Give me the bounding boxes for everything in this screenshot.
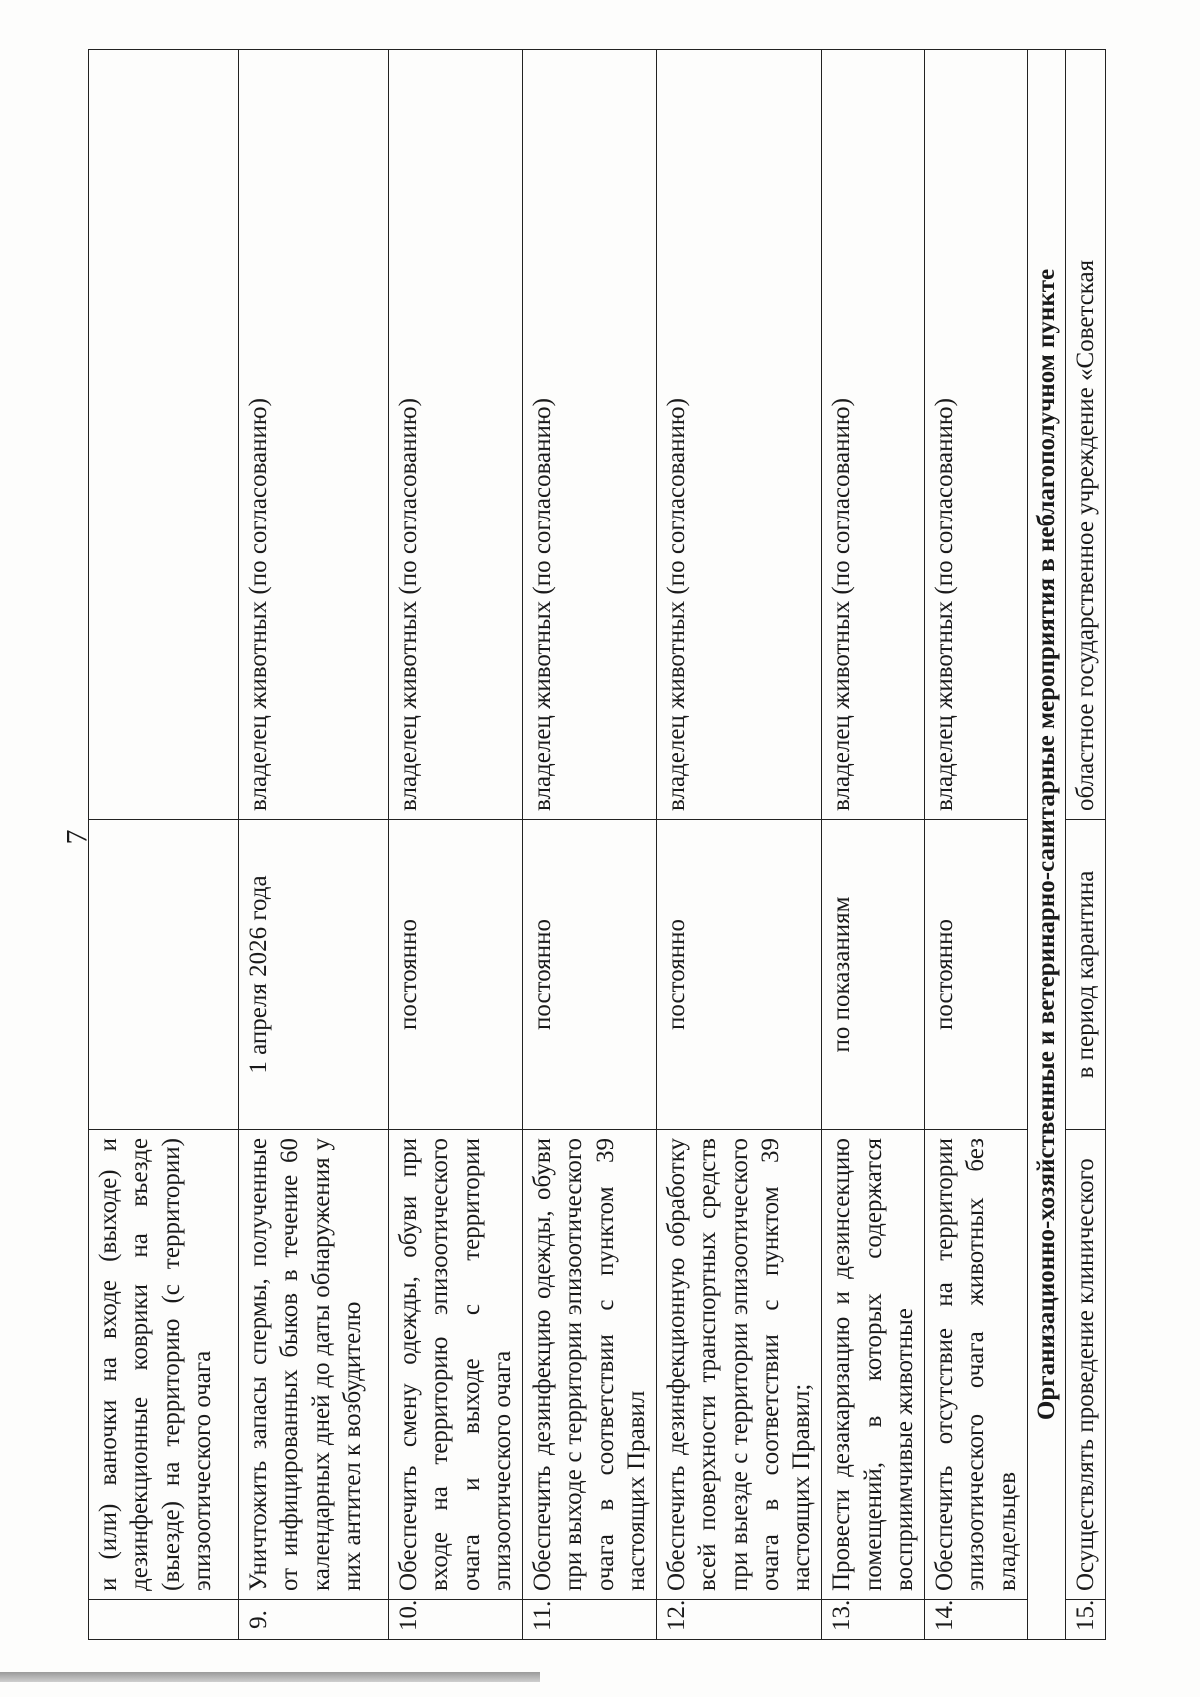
row-number: [89, 1600, 239, 1640]
row-term: [89, 820, 239, 1130]
row-number: 12.: [657, 1600, 822, 1640]
row-number: 9.: [239, 1600, 389, 1640]
scan-edge-shadow: [0, 1672, 540, 1682]
row-number: 11.: [523, 1600, 657, 1640]
row-responsible: владелец животных (по согласованию): [657, 50, 822, 820]
row-responsible: владелец животных (по согласованию): [925, 50, 1028, 820]
section-heading-row: [1027, 50, 1065, 1640]
row-term: постоянно: [925, 820, 1028, 1130]
section-heading: Организационно-хозяйственные и ветеринарно-санитарные мероприятия в неблагополучном пункте: [1027, 50, 1065, 1640]
row-term: постоянно: [389, 820, 523, 1130]
table-row: [239, 50, 389, 1640]
row-action: Осуществлять проведение клинического: [1066, 1130, 1106, 1600]
row-responsible: областное государственное учреждение «Советская: [1066, 50, 1106, 820]
table-row: [89, 50, 239, 1640]
row-number: 13.: [822, 1600, 925, 1640]
row-responsible: [89, 50, 239, 820]
row-term: в период карантина: [1066, 820, 1106, 1130]
row-action: Уничтожить запасы спермы, полученные от инфицированных быков в течение 60 календарных дней до даты обнаружения у них антител к возбудителю: [239, 1130, 389, 1600]
row-term: постоянно: [657, 820, 822, 1130]
row-responsible: владелец животных (по согласованию): [822, 50, 925, 820]
row-action: Провести дезакаризацию и дезинсекцию помещений, в которых содержатся восприимчивые животные: [822, 1130, 925, 1600]
row-number: 15.: [1066, 1600, 1106, 1640]
row-action: Обеспечить дезинфекцию одежды, обуви при выходе с территории эпизоотического очага в соответствии с пунктом 39 настоящих Правил: [523, 1130, 657, 1600]
row-responsible: владелец животных (по согласованию): [389, 50, 523, 820]
row-number: 14.: [925, 1600, 1028, 1640]
rotated-content: [88, 50, 1099, 1640]
row-responsible: владелец животных (по согласованию): [523, 50, 657, 820]
page-number: 7: [60, 829, 94, 845]
table-row: [657, 50, 822, 1640]
table-row: [822, 50, 925, 1640]
measures-table: [88, 49, 1106, 1640]
row-action: Обеспечить отсутствие на территории эпизоотического очага животных без владельцев: [925, 1130, 1028, 1600]
table-row: [389, 50, 523, 1640]
table-row: [523, 50, 657, 1640]
row-term: постоянно: [523, 820, 657, 1130]
row-number: 10.: [389, 1600, 523, 1640]
row-action: Обеспечить смену одежды, обуви при входе на территорию эпизоотического очага и выходе с территории эпизоотического очага: [389, 1130, 523, 1600]
row-action: и (или) ваночки на входе (выходе) и дезинфекционные коврики на въезде (выезде) на территорию (с территории) эпизоотического очага: [89, 1130, 239, 1600]
row-action: Обеспечить дезинфекционную обработку всей поверхности транспортных средств при выезде с территории эпизоотического очага в соответствии с пунктом 39 настоящих Правил;: [657, 1130, 822, 1600]
table-row: [1066, 50, 1106, 1640]
row-term: 1 апреля 2026 года: [239, 820, 389, 1130]
row-responsible: владелец животных (по согласованию): [239, 50, 389, 820]
row-term: по показаниям: [822, 820, 925, 1130]
table-row: [925, 50, 1028, 1640]
